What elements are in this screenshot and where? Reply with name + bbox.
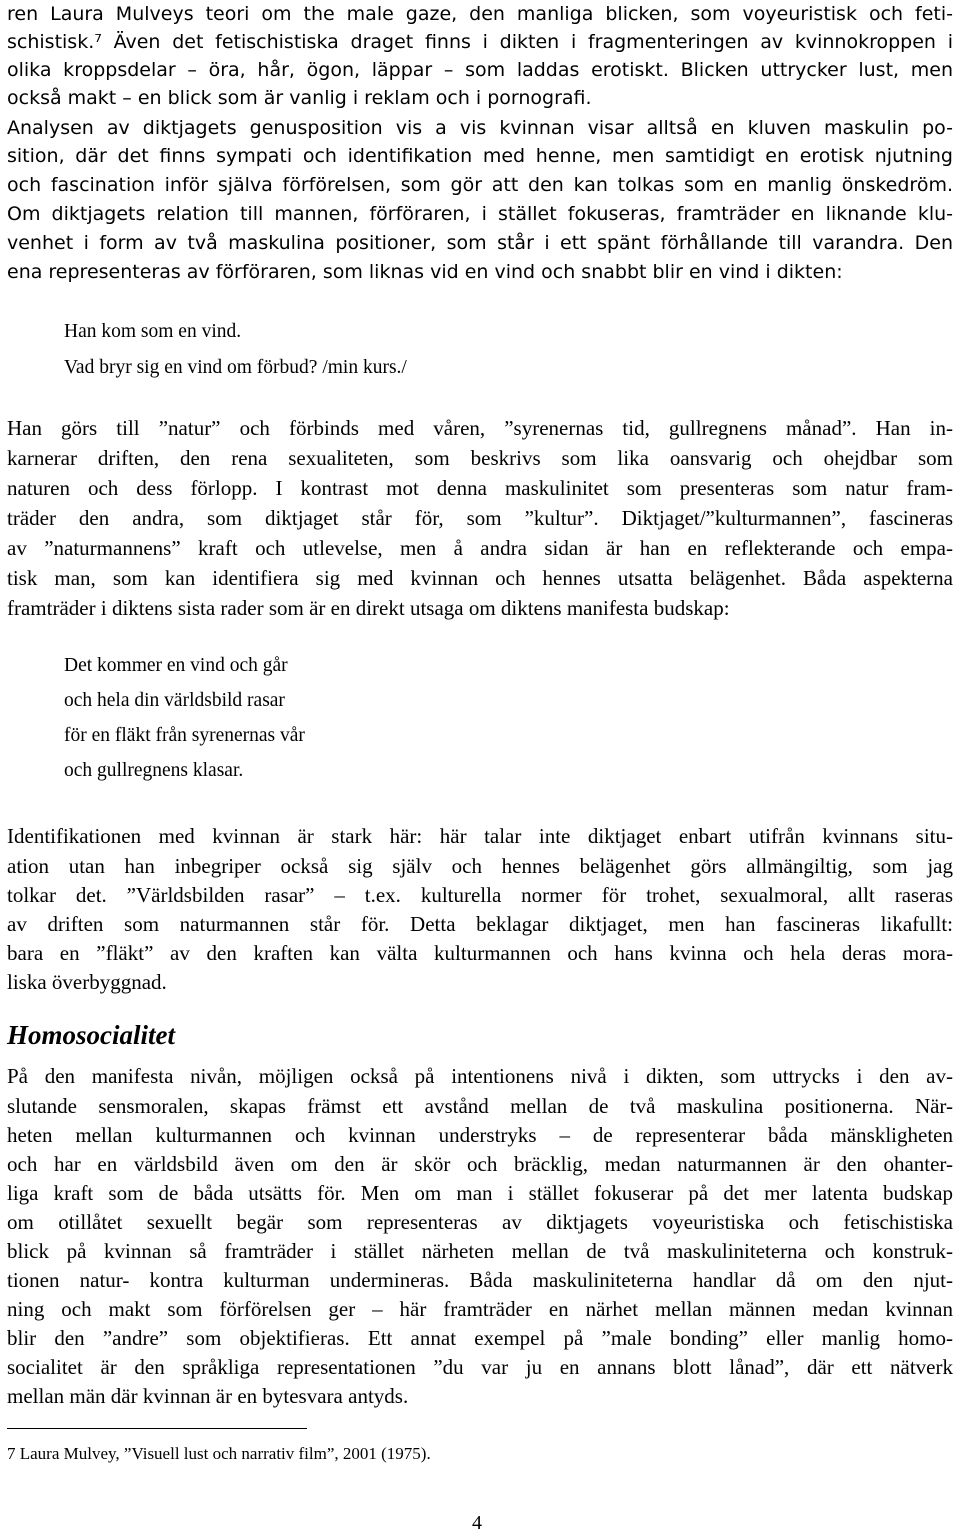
text-line: också makt – en blick som är vanlig i reklam och i pornografi. [7,87,592,109]
text-line: ena representeras av förföraren, som liknas vid en vind och snabbt blir en vind i dikten: [7,261,843,283]
quote-line: och hela din världsbild rasar [64,690,285,711]
text-line: av driften som naturmannen står för. Detta beklagar diktjaget, men han fascineras likafullt: [7,912,953,936]
quote-line: Det kommer en vind och går [64,655,288,676]
text-line: av ”naturmannens” kraft och utlevelse, men å andra sidan är han en reflekterande och empa- [7,536,953,560]
text-line: heten mellan kulturmannen och kvinnan understryks – de representerar båda mänskligheten [7,1123,953,1147]
quote-line: och gullregnens klasar. [64,760,244,781]
text-line: Han görs till ”natur” och förbinds med våren, ”syrenernas tid, gullregnens månad”. Han in- [7,416,953,440]
text-line: liska överbyggnad. [7,970,167,994]
footnote-divider [7,1428,307,1429]
text-line: Identifikationen med kvinnan är stark här: här talar inte diktjaget enbart utifrån kvinnans situ- [7,824,953,848]
text-line: olika kroppsdelar – öra, hår, ögon, läppar – som laddas erotiskt. Blicken uttrycker lust, men [7,59,953,81]
page-number: 4 [472,1512,482,1534]
text-line: mellan män där kvinnan är en bytesvara antyds. [7,1384,409,1408]
text-line: schistisk.⁷ Även det fetischistiska draget finns i dikten i fragmenteringen av kvinnokroppen i [7,31,953,53]
quote-line: Vad bryr sig en vind om förbud? /min kurs./ [64,357,407,378]
text-line: framträder i diktens sista rader som är en direkt utsaga om diktens manifesta budskap: [7,596,730,620]
footnote: 7 Laura Mulvey, ”Visuell lust och narrativ film”, 2001 (1975). [7,1444,431,1463]
text-line: liga kraft som de båda utsätts för. Men om man i stället fokuserar på det mer latenta budskap [7,1181,953,1205]
text-line: träder den andra, som diktjaget står för, som ”kultur”. Diktjaget/”kulturmannen”, fascineras [7,506,953,530]
text-line: tionen natur- kontra kulturman undermineras. Båda maskuliniteterna handlar då om den njut- [7,1268,953,1292]
text-line: venhet i form av två maskulina positioner, som står i ett spänt förhållande till varandra. Den [7,232,953,254]
text-line: och fascination inför själva förförelsen, som gör att den kan tolkas som en manlig önskedröm. [7,174,953,196]
text-line: ation utan han inbegriper också sig själv och hennes belägenhet görs allmängiltig, som jag [7,854,953,878]
text-line: och har en världsbild även om den är skör och bräcklig, medan naturmannen är den ohanter- [7,1152,953,1176]
text-line: karnerar driften, den rena sexualiteten, som beskrivs som lika oansvarig och ohejdbar som [7,446,953,470]
section-heading: Homosocialitet [7,1020,175,1050]
text-line: tisk man, som kan identifiera sig med kvinnan och hennes utsatta belägenhet. Båda aspekterna [7,566,953,590]
text-line: sition, där det finns sympati och identifikation med henne, men samtidigt en erotisk njutning [7,145,953,167]
text-line: ren Laura Mulveys teori om the male gaze, den manliga blicken, som voyeuristisk och feti- [7,3,953,25]
text-line: Om diktjagets relation till mannen, förföraren, i stället fokuseras, framträder en liknande klu- [7,203,953,225]
text-line: slutande sensmoralen, skapas främst ett avstånd mellan de två maskulina positionerna. När- [7,1094,953,1118]
text-line: Analysen av diktjagets genusposition vis a vis kvinnan visar alltså en kluven maskulin po- [7,117,953,139]
text-line: om otillåtet sexuellt begär som representeras av diktjagets voyeuristiska och fetischistiska [7,1210,953,1234]
text-line: tolkar det. ”Världsbilden rasar” – t.ex. kulturella normer för trohet, sexualmoral, allt raseras [7,883,953,907]
text-line: blick på kvinnan så framträder i stället närheten mellan de två maskuliniteterna och konstruk- [7,1239,953,1263]
text-line: På den manifesta nivån, möjligen också på intentionens nivå i dikten, som uttrycks i den av- [7,1064,953,1088]
quote-line: för en fläkt från syrenernas vår [64,725,305,746]
text-line: blir den ”andre” som objektifieras. Ett annat exempel på ”male bonding” eller manlig homo- [7,1326,953,1350]
quote-line: Han kom som en vind. [64,321,242,342]
text-line: ning och makt som förförelsen ger – här framträder en närhet mellan männen medan kvinnan [7,1297,953,1321]
text-line: bara en ”fläkt” av den kraften kan välta kulturmannen och hans kvinna och hela deras mora- [7,941,953,965]
text-line: socialitet är den språkliga representationen ”du var ju en annans blott lånad”, där ett nätverk [7,1355,953,1379]
text-line: naturen och dess förlopp. I kontrast mot denna maskulinitet som presenteras som natur fram- [7,476,953,500]
